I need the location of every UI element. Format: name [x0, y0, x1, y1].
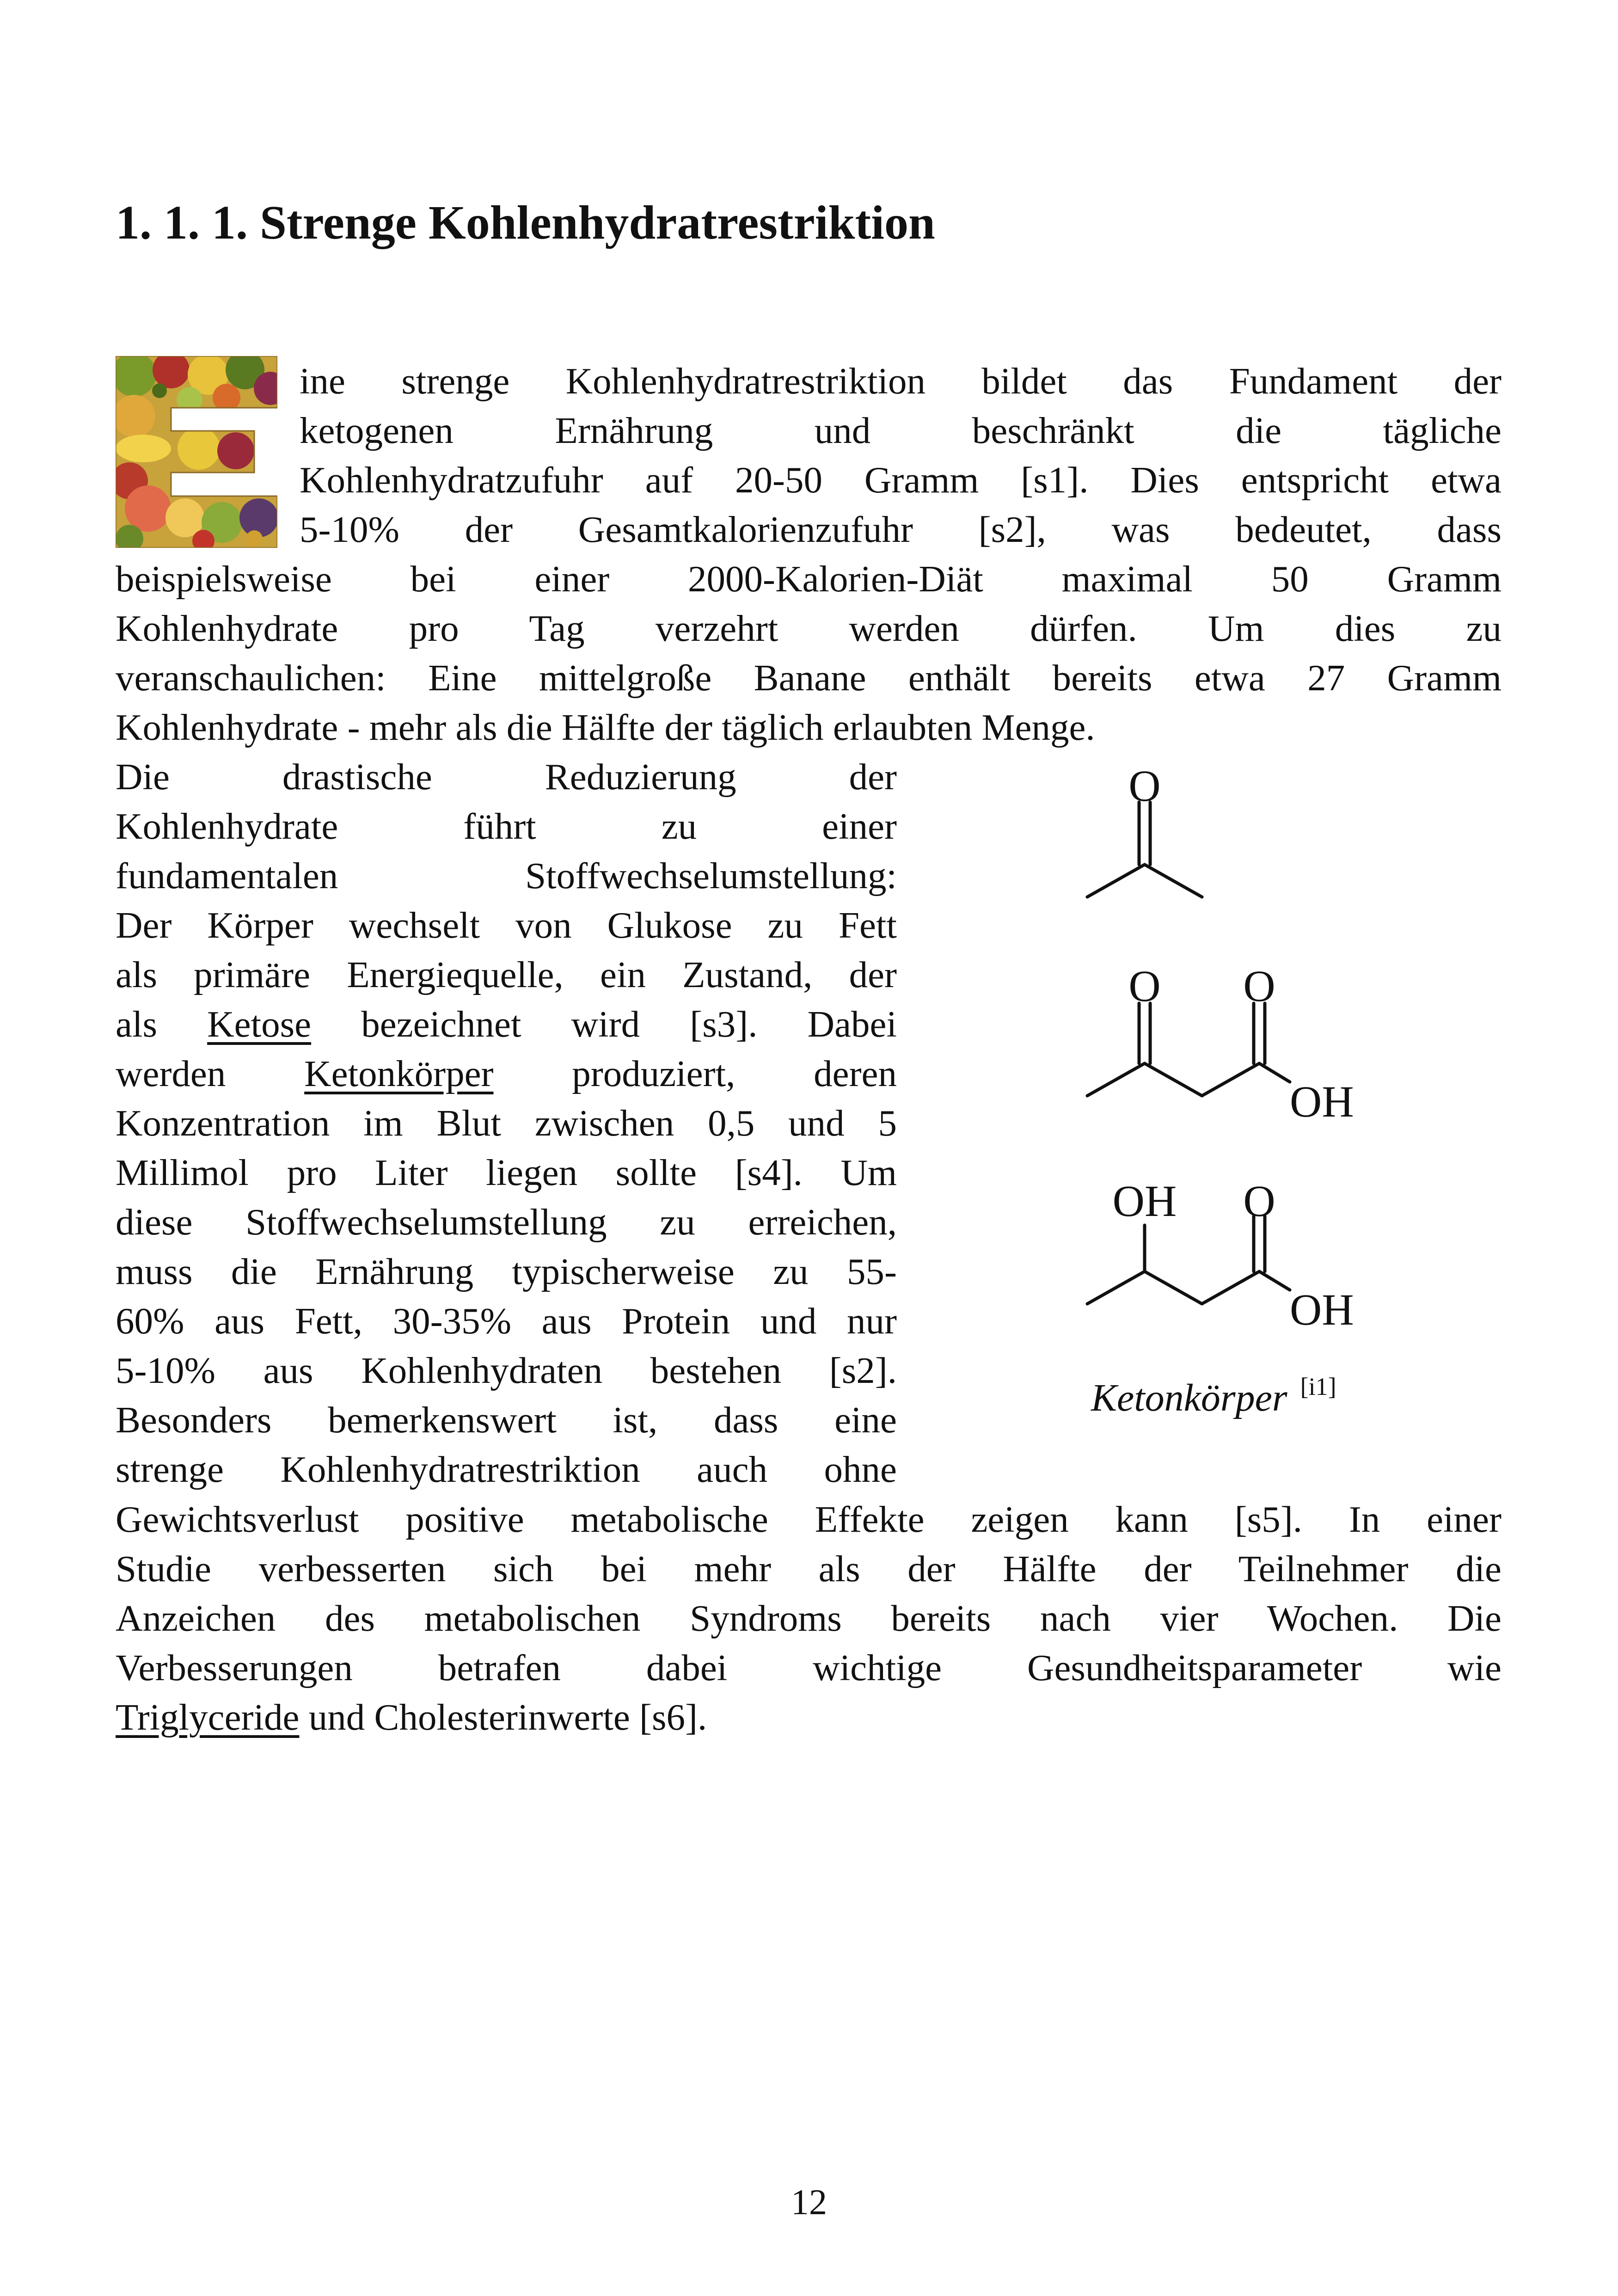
triglyceride-link[interactable]: Triglyceride: [116, 1696, 300, 1738]
intro-paragraph-full-width: [116, 554, 1502, 752]
column-line: Der Körper wechselt von Glukose zu Fett: [116, 904, 897, 946]
acetone-structure: [1087, 802, 1202, 897]
section-heading: 1. 1. 1. Strenge Kohlenhydratrestriktion: [116, 196, 935, 249]
tail-line: Studie verbesserten sich bei mehr als der Hälfte der Teilnehmer die: [116, 1548, 1502, 1590]
column-line: 5-10% aus Kohlenhydraten bestehen [s2].: [116, 1350, 897, 1391]
hydroxybutyric-acid-oxygen-label: O: [1243, 1176, 1275, 1226]
ketone-bodies-figure: [1031, 758, 1419, 1443]
ketonkoerper-link[interactable]: Ketonkörper: [304, 1053, 494, 1094]
column-line: Konzentration im Blut zwischen 0,5 und 5: [116, 1102, 897, 1144]
intro-line: Kohlenhydratzufuhr auf 20-50 Gramm [s1]. Dies entspricht etwa: [300, 459, 1502, 501]
acetoacetic-hydroxyl-label: OH: [1290, 1077, 1354, 1126]
column-line: 60% aus Fett, 30-35% aus Protein und nur: [116, 1300, 897, 1342]
acetoacetic-acid-structure: [1087, 1003, 1290, 1096]
beta-hydroxybutyric-acid-structure: [1087, 1216, 1290, 1304]
column-line: Die drastische Reduzierung der: [116, 756, 897, 798]
intro-line: beispielsweise bei einer 2000-Kalorien-Diät maximal 50 Gramm: [116, 558, 1502, 600]
column-line: als primäre Energiequelle, ein Zustand, der: [116, 954, 897, 995]
column-line: Kohlenhydrate führt zu einer: [116, 805, 897, 847]
body-column-text: [116, 752, 897, 1494]
decorative-dropcap-fruit-letter: [116, 356, 277, 548]
tail-line: Anzeichen des metabolischen Syndroms bereits nach vier Wochen. Die: [116, 1597, 1502, 1639]
hydroxybutyric-acid-hydroxyl-label: OH: [1290, 1285, 1354, 1334]
column-line: strenge Kohlenhydratrestriktion auch ohne: [116, 1449, 897, 1490]
page-number: 12: [791, 2182, 827, 2222]
tail-line: Gewichtsverlust positive metabolische Effekte zeigen kann [s5]. In einer: [116, 1498, 1502, 1540]
intro-line: Kohlenhydrate - mehr als die Hälfte der täglich erlaubten Menge.: [116, 706, 1095, 748]
intro-paragraph-beside-dropcap: [300, 356, 1502, 554]
acetoacetic-acid-oxygen-label: O: [1243, 961, 1275, 1011]
tail-line: Triglyceride und Cholesterinwerte [s6].: [116, 1696, 707, 1738]
intro-line: veranschaulichen: Eine mittelgroße Banane enthält bereits etwa 27 Gramm: [116, 657, 1502, 699]
column-line: diese Stoffwechselumstellung zu erreichen,: [116, 1201, 897, 1243]
intro-line: 5-10% der Gesamtkalorienzufuhr [s2], was bedeutet, dass: [300, 509, 1502, 550]
column-line: fundamentalen Stoffwechselumstellung:: [116, 855, 897, 896]
column-line: werden Ketonkörper produziert, deren: [116, 1053, 897, 1094]
column-line: Millimol pro Liter liegen sollte [s4]. Um: [116, 1152, 897, 1193]
acetone-oxygen-label: O: [1128, 761, 1161, 810]
column-line: Besonders bemerkenswert ist, dass eine: [116, 1399, 897, 1441]
intro-line: ine strenge Kohlenhydratrestriktion bildet das Fundament der: [300, 360, 1502, 402]
acetoacetic-ketone-oxygen-label: O: [1128, 961, 1161, 1011]
intro-line: ketogenen Ernährung und beschränkt die tägliche: [300, 410, 1502, 451]
image-reference[interactable]: [i1]: [1300, 1373, 1336, 1400]
intro-line: Kohlenhydrate pro Tag verzehrt werden dürfen. Um dies zu: [116, 608, 1502, 649]
ketose-link[interactable]: Ketose: [207, 1003, 312, 1045]
figure-caption-text: Ketonkörper: [1091, 1376, 1287, 1419]
closing-paragraph: [116, 1495, 1502, 1742]
column-line: als Ketose bezeichnet wird [s3]. Dabei: [116, 1003, 897, 1045]
tail-line: Verbesserungen betrafen dabei wichtige Gesundheitsparameter wie: [116, 1647, 1502, 1688]
figure-caption: [1091, 1372, 1336, 1420]
hydroxybutyric-hydroxyl-label: OH: [1112, 1176, 1177, 1226]
column-line: muss die Ernährung typischerweise zu 55-: [116, 1251, 897, 1292]
